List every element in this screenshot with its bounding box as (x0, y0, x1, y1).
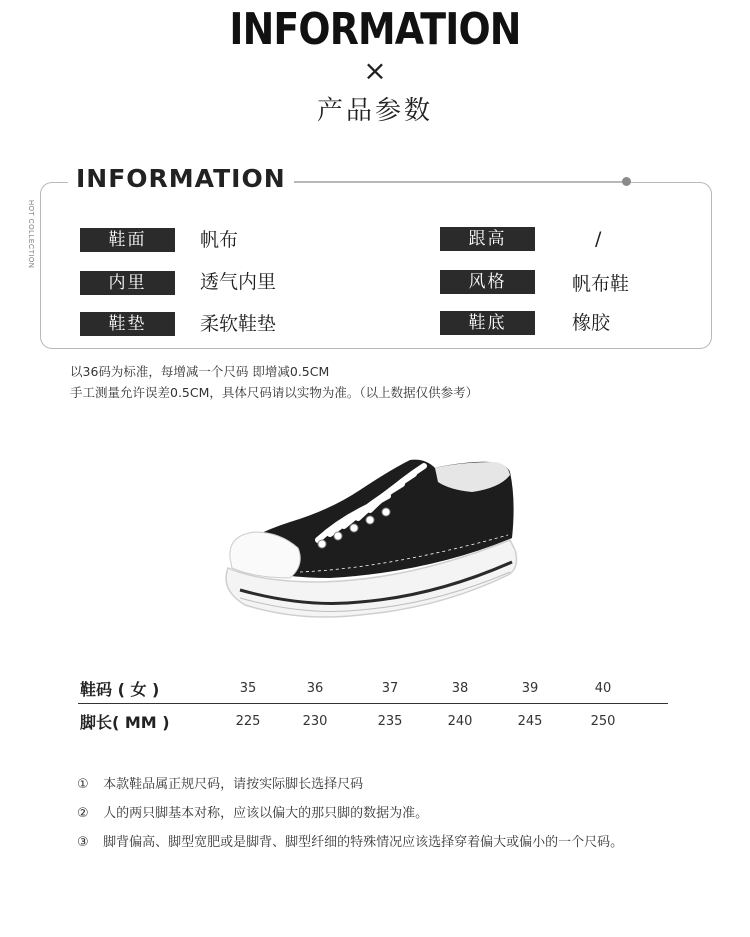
length-row-head: 脚长( MM ) (80, 713, 170, 732)
spec-value-upper: 帆布 (200, 229, 239, 251)
note-line-2: 手工测量允许误差0.5CM，具体尺码请以实物为准。（以上数据仅供参考） (70, 385, 479, 400)
spec-label-sole: 鞋底 (440, 311, 535, 335)
sneaker-image (210, 440, 530, 630)
length-cell: 250 (590, 714, 616, 729)
tip-item (77, 802, 428, 821)
length-cell: 235 (377, 714, 403, 729)
length-cell: 225 (235, 714, 261, 729)
table-divider (78, 703, 668, 704)
size-row (78, 675, 668, 705)
tip-number: ③ (77, 835, 89, 850)
tip-text: 脚背偏高、脚型宽肥或是脚背、脚型纤细的特殊情况应该选择穿着偏大或偏小的一个尺码。 (103, 835, 624, 850)
tip-number: ① (77, 777, 89, 792)
page-title: INFORMATION (229, 4, 521, 55)
length-cell: 245 (517, 714, 543, 729)
size-row-head: 鞋码 ( 女 ) (80, 680, 160, 699)
page-subtitle: 产品参数 (316, 96, 433, 126)
size-cell: 38 (451, 681, 469, 696)
tip-number: ② (77, 806, 89, 821)
size-cell: 36 (306, 681, 324, 696)
spec-label-style: 风格 (440, 270, 535, 294)
cross-symbol: × (363, 54, 387, 87)
size-cell: 35 (239, 681, 257, 696)
heading-dot (622, 177, 631, 186)
side-caption: HOT COLLECTION (27, 200, 34, 269)
spec-value-insole: 柔软鞋垫 (200, 313, 277, 335)
spec-value-style: 帆布鞋 (572, 273, 630, 295)
spec-label-lining: 内里 (80, 271, 175, 295)
size-cell: 40 (594, 681, 612, 696)
spec-panel-heading: INFORMATION (68, 164, 294, 193)
tip-item (77, 773, 363, 792)
spec-value-lining: 透气内里 (200, 271, 277, 293)
tip-text: 本款鞋品属正规尺码，请按实际脚长选择尺码 (103, 777, 364, 792)
heading-rule (278, 181, 626, 182)
spec-value-sole: 橡胶 (572, 312, 611, 334)
spec-label-upper: 鞋面 (80, 228, 175, 252)
tip-text: 人的两只脚基本对称，应该以偏大的那只脚的数据为准。 (103, 806, 429, 821)
note-line-1: 以36码为标准，每增减一个尺码 即增减0.5CM (70, 364, 330, 379)
length-row (78, 708, 668, 738)
spec-value-heel: / (595, 228, 602, 250)
size-cell: 39 (521, 681, 539, 696)
length-cell: 240 (447, 714, 473, 729)
length-cell: 230 (302, 714, 328, 729)
tip-item (77, 831, 623, 850)
spec-label-insole: 鞋垫 (80, 312, 175, 336)
spec-label-heel: 跟高 (440, 227, 535, 251)
size-cell: 37 (381, 681, 399, 696)
